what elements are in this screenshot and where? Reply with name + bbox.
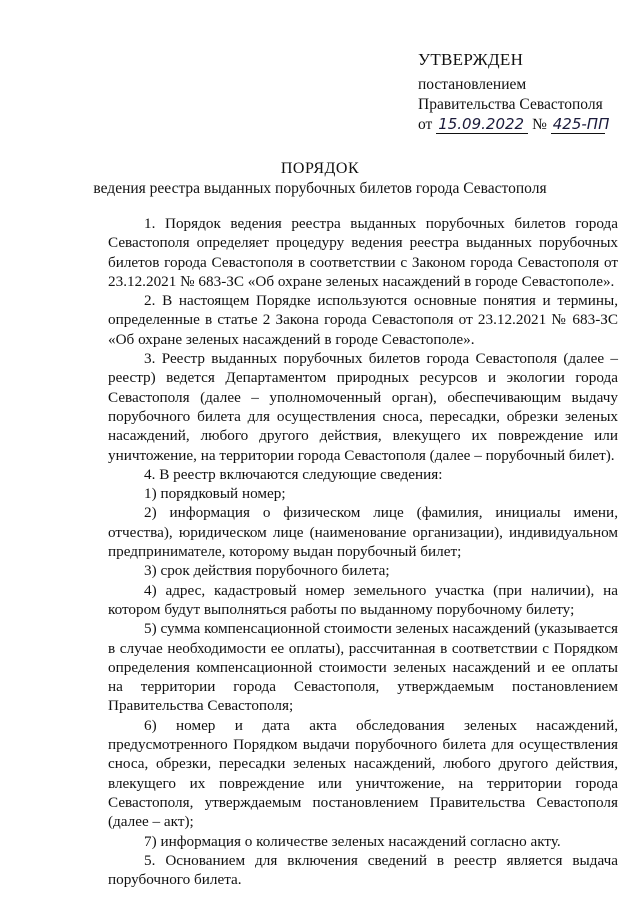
paragraph: 1. Порядок ведения реестра выданных порубочных билетов города Севастополя определяет процедуру ведения реестра выданных порубочных билетов города Севастополя в соответствии с Законом города Севастополя от 23.12.2021 № 683-ЗС «Об охране зеленых насаждений в городе Севастополе». <box>108 215 618 290</box>
document-subtitle: ведения реестра выданных порубочных билетов города Севастополя <box>93 180 547 197</box>
list-item: 1) порядковый номер; <box>144 485 286 503</box>
document-body <box>108 214 618 889</box>
date-prefix: от <box>418 116 433 133</box>
list-item: 3) срок действия порубочного билета; <box>144 562 390 580</box>
approval-heading: УТВЕРЖДЕН <box>418 50 524 69</box>
handwritten-number: 425-ПП <box>552 115 610 133</box>
document-title: ПОРЯДОК <box>280 160 360 177</box>
paragraph: 3. Реестр выданных порубочных билетов города Севастополя (далее – реестр) ведется Департаментом природных ресурсов и экологии города Севастополя (далее – уполномоченный орган), обеспечивающим выдачу порубочного билета для осуществления сноса, пересадки, обрезки зеленых насаждений, любого другого действия, влекущего их повреждение или уничтожение, на территории города Севастополя (далее – порубочный билет). <box>108 350 618 464</box>
list-item: 5) сумма компенсационной стоимости зеленых насаждений (указывается в случае необходимости ее оплаты), рассчитанная в соответствии с Порядком определения компенсационной стоимости зеленых насаждений и ее оплаты на территории города Севастополя, утверждаемым постановлением Правительства Севастополя; <box>108 620 618 715</box>
approval-date-line <box>418 115 628 135</box>
paragraph: 4. В реестр включаются следующие сведения: <box>144 465 443 483</box>
handwritten-date: 15.09.2022 <box>436 116 528 134</box>
list-item: 4) адрес, кадастровый номер земельного участка (при наличии), на котором будут выполняться работы по выданному порубочному билету; <box>108 581 618 618</box>
list-item: 6) номер и дата акта обследования зеленых насаждений, предусмотренного Порядком выдачи порубочного билета для осуществления сноса, обрезки, пересадки зеленых насаждений, любого другого действия, влекущего их повреждение или уничтожение, на территории города Севастополя, утверждаемым постановлением Правительства Севастополя (далее – акт); <box>108 716 618 831</box>
list-item: 2) информация о физическом лице (фамилия, инициалы имени, отчества), юридическом лице (наименование организации), индивидуальном предпринимателе, которому выдан порубочный билет; <box>108 504 618 561</box>
number-prefix: № <box>532 116 547 133</box>
approval-line-resolution: постановлением <box>418 76 527 93</box>
approval-line-government: Правительства Севастополя <box>418 96 603 113</box>
paragraph: 5. Основанием для включения сведений в реестр является выдача порубочного билета. <box>108 851 618 889</box>
paragraph: 2. В настоящем Порядке используются основные понятия и термины, определенные в статье 2 Закона города Севастополя от 23.12.2021 № 683-ЗС «Об охране зеленых насаждений в городе Севастополе». <box>108 292 618 348</box>
approval-stamp <box>418 50 628 135</box>
list-item: 7) информация о количестве зеленых насаждений согласно акту. <box>144 832 561 850</box>
